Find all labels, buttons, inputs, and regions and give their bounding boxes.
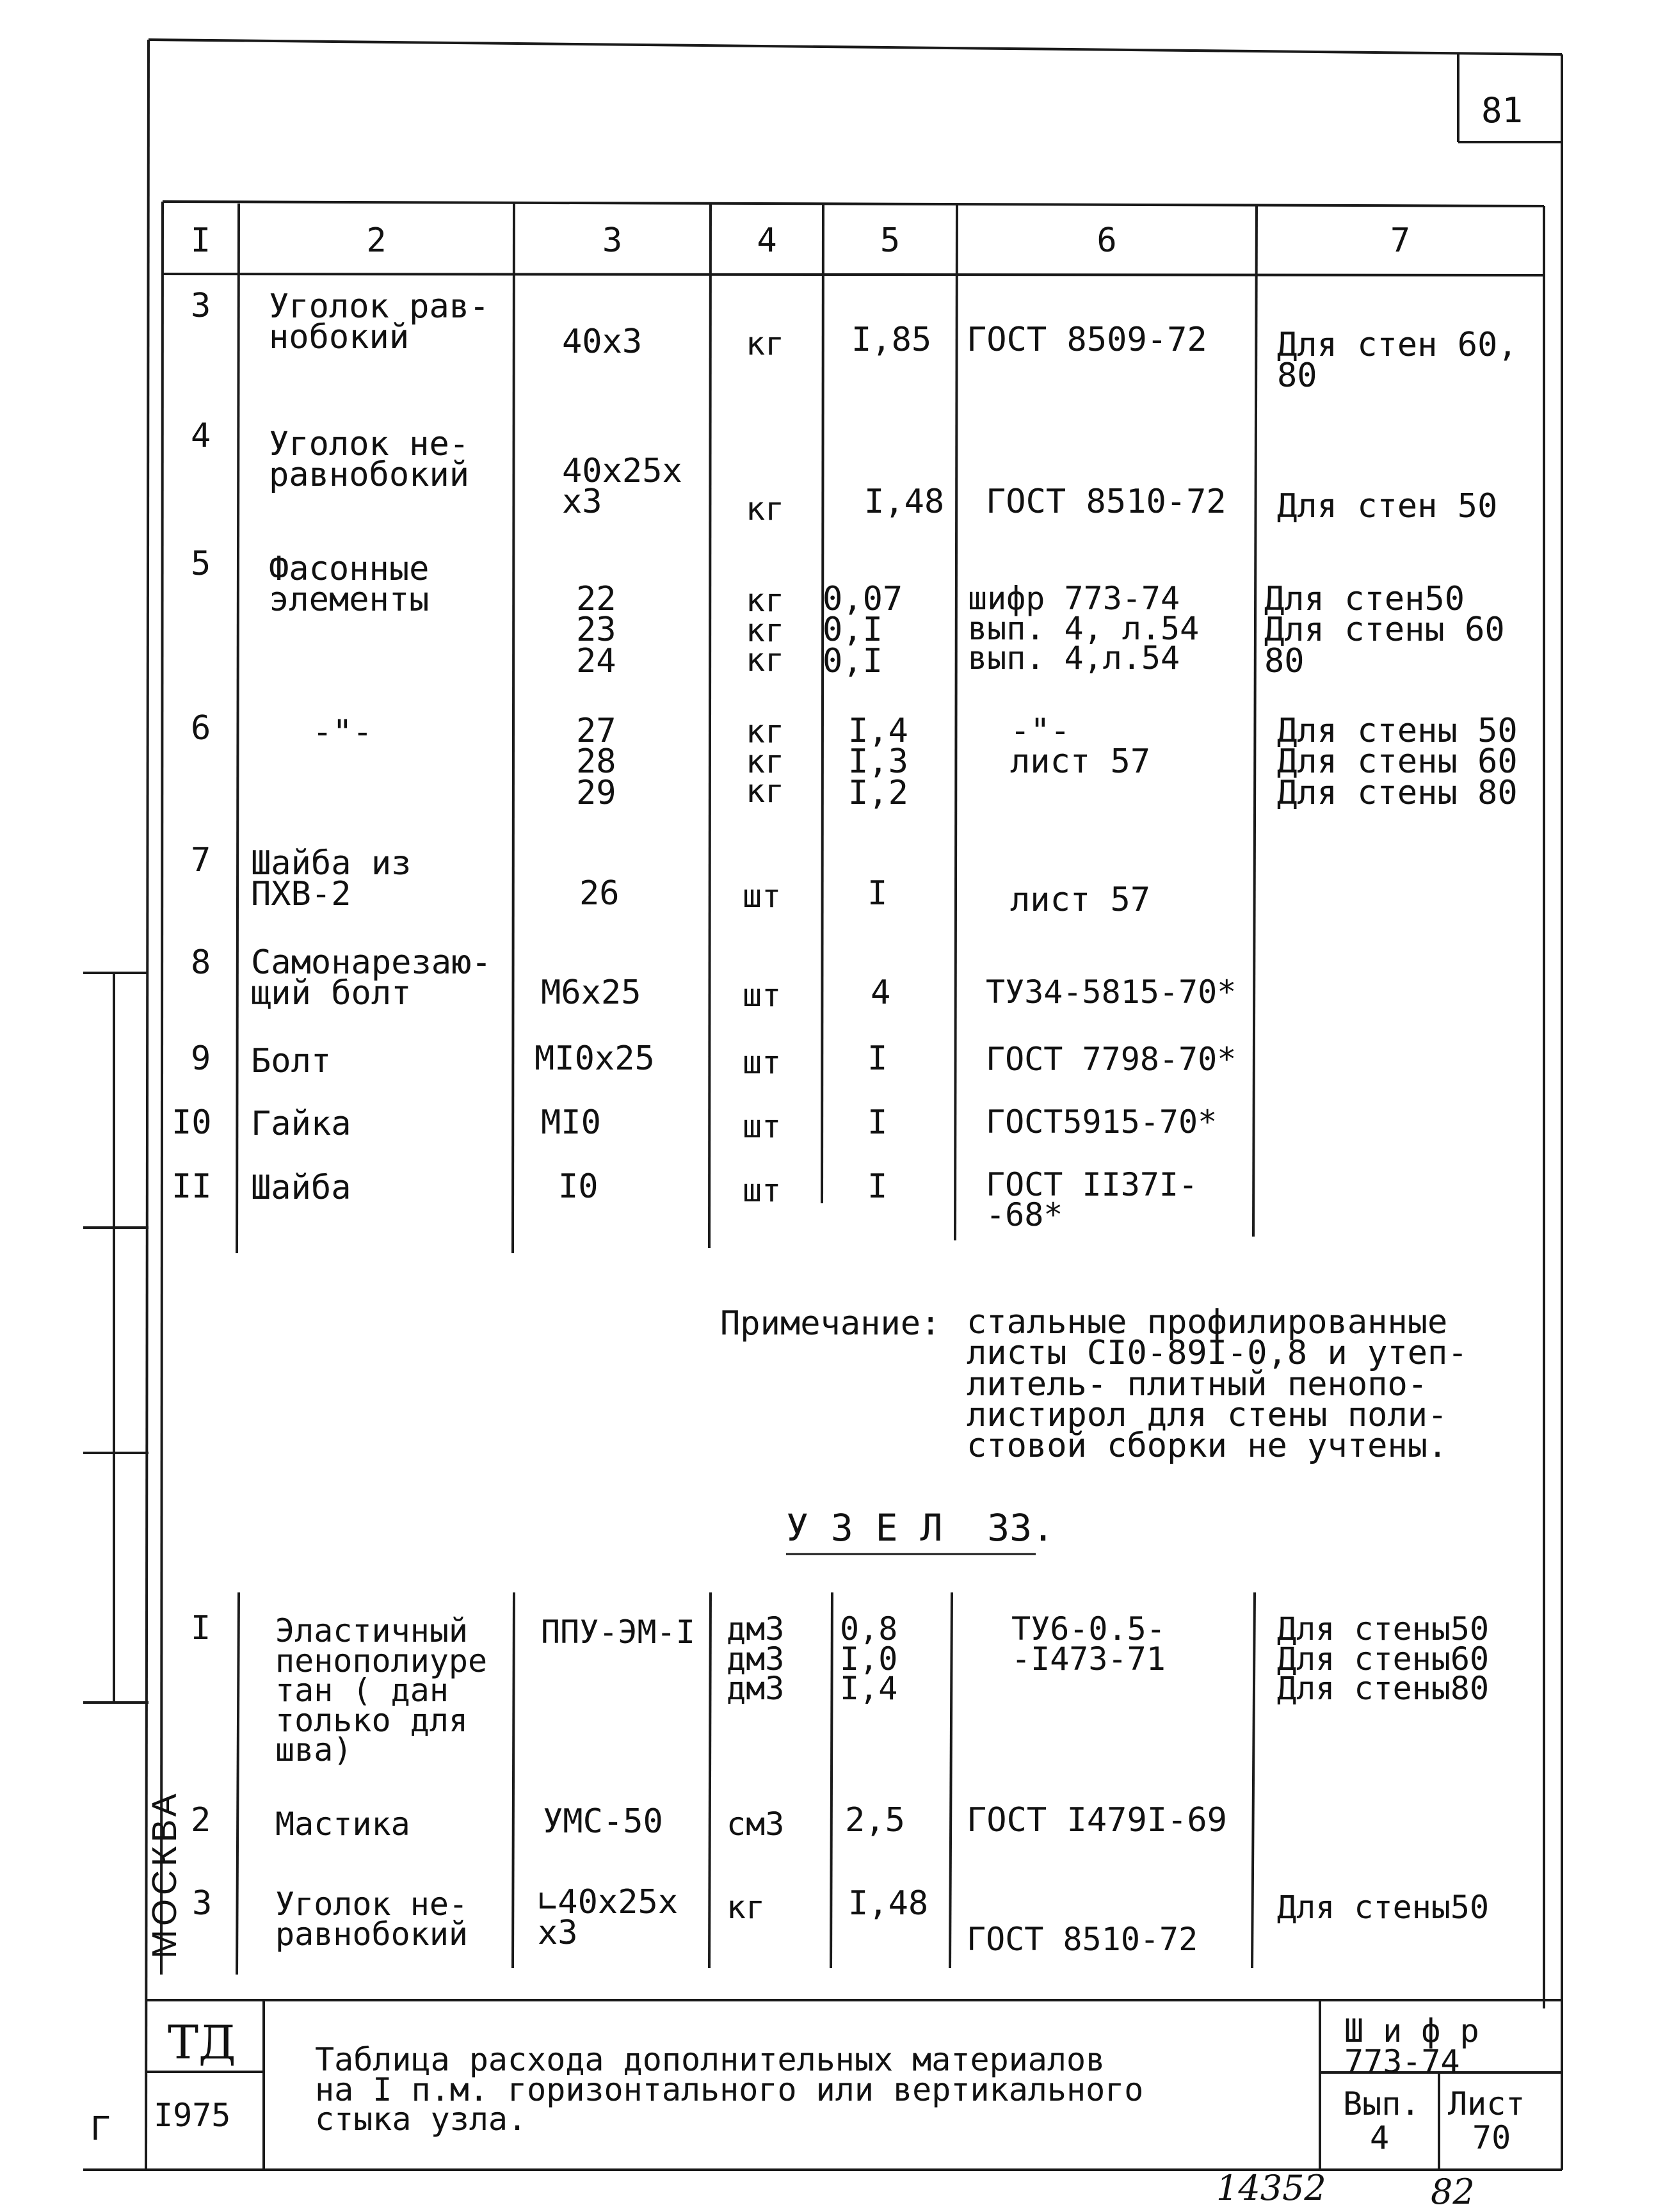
table-row-name: Шайба bbox=[251, 1169, 351, 1207]
table-row-qty: I,4 I,3 I,2 bbox=[848, 712, 908, 812]
table-row-unit: дм3 дм3 дм3 bbox=[727, 1610, 785, 1707]
table-row-doc: ГОСТ 7798-70* bbox=[986, 1041, 1237, 1078]
table-row-unit: шт bbox=[743, 878, 782, 915]
table-row-num: 8 bbox=[191, 943, 211, 982]
table-row-size: 27 28 29 bbox=[576, 712, 616, 812]
table-row-unit: кг bbox=[746, 490, 785, 527]
table-row-doc: шифр 773-74 вып. 4, л.54 вып. 4,л.54 bbox=[968, 580, 1200, 677]
table-row-name: Самонарезаю- щий болт bbox=[251, 943, 492, 1013]
handwritten-inventory-number: 14352 bbox=[1216, 2168, 1326, 2208]
table-row-name: Уголок не- равнобокий bbox=[269, 425, 470, 495]
table-row-size: 40x3 bbox=[562, 323, 643, 361]
note-text: стальные профилированные листы СI0-89I-0,8 и утеп- литель- плитный пенопо- листирол для стены поли- стовой сборки не учтены. bbox=[967, 1303, 1468, 1466]
table-row-unit: шт bbox=[743, 1172, 782, 1209]
table-row-qty: 4 bbox=[871, 974, 891, 1012]
table-row-size: МI0x25 bbox=[535, 1039, 655, 1078]
table-row-note: Для стен50 Для стены 60 80 bbox=[1264, 580, 1505, 680]
column-header-5: 5 bbox=[880, 221, 901, 260]
organization-mark: ТД bbox=[168, 2016, 236, 2069]
table-row-qty: I bbox=[867, 1103, 888, 1142]
table-row-doc: ГОСТ 8510-72 bbox=[967, 1921, 1198, 1958]
table-row-note: Для стены 50 Для стены 60 Для стены 80 bbox=[1277, 712, 1518, 812]
table-row-size: М6x25 bbox=[541, 974, 641, 1012]
table-row-size: ППУ-ЭМ-I bbox=[541, 1614, 695, 1651]
table-row-doc: ГОСТ 8509-72 bbox=[967, 321, 1207, 359]
table-row-name: Уголок не- равнобокий bbox=[275, 1886, 469, 1953]
city-stamp: МОСКВА bbox=[145, 1790, 184, 1959]
table-row-note: Для стены50 Для стены60 Для стены80 bbox=[1277, 1610, 1490, 1707]
table-row-name: Фасонные элементы bbox=[269, 550, 430, 620]
table-row-size: МI0 bbox=[541, 1103, 601, 1142]
page-number: 81 bbox=[1481, 90, 1523, 131]
table-row-unit: шт bbox=[743, 1044, 782, 1081]
issue-value: 4 bbox=[1370, 2119, 1390, 2156]
table-row-doc: ТУ6-0.5- -I473-71 bbox=[1011, 1610, 1166, 1678]
table-row-size: 26 bbox=[579, 874, 620, 913]
table-row-num: I bbox=[191, 1609, 211, 1647]
table-row-num: 4 bbox=[191, 417, 211, 455]
table-row-unit: кг bbox=[746, 325, 785, 362]
column-header-6: 6 bbox=[1097, 221, 1117, 260]
issue-label: Вып. bbox=[1343, 2085, 1420, 2122]
table-row-name: Эластичный пенополиуре тан ( дан только для шва) bbox=[275, 1612, 488, 1768]
table-row-qty: I,85 bbox=[851, 321, 932, 359]
table-row-doc: ГОСТ 8510-72 bbox=[986, 483, 1226, 521]
table-row-qty: I bbox=[867, 1039, 888, 1078]
table-row-unit: кг кг кг bbox=[746, 713, 785, 810]
table-row-num: 6 bbox=[191, 709, 211, 748]
column-header-1: I bbox=[190, 221, 211, 260]
column-header-2: 2 bbox=[366, 221, 387, 260]
table-row-num: II bbox=[172, 1167, 212, 1206]
table-row-qty: I bbox=[867, 1167, 888, 1206]
table-row-size: УМС-50 bbox=[543, 1802, 663, 1841]
table-row-doc: ТУ34-5815-70* bbox=[986, 974, 1237, 1011]
table-row-name: Мастика bbox=[275, 1806, 410, 1843]
table-row-note: Для стены50 bbox=[1277, 1889, 1490, 1926]
table-row-size: I0 bbox=[558, 1167, 599, 1206]
table-row-size: ∟40x25x x3 bbox=[538, 1883, 679, 1953]
table-row-doc: -"- лист 57 bbox=[1010, 712, 1151, 781]
table-row-name: -"- bbox=[312, 713, 373, 751]
table-row-doc: лист 57 bbox=[1010, 881, 1151, 919]
table-row-qty: I,48 bbox=[864, 483, 945, 521]
table-row-qty: 0,07 0,I 0,I bbox=[823, 580, 903, 680]
table-row-unit: шт bbox=[743, 1108, 782, 1145]
table-row-note: Для стен 50 bbox=[1277, 487, 1498, 525]
drawing-description: Таблица расхода дополнительных материалов на I п.м. горизонтального или вертикального стыка узла. bbox=[315, 2041, 1144, 2138]
table-row-unit: шт bbox=[743, 977, 782, 1014]
table-row-qty: 2,5 bbox=[845, 1801, 905, 1839]
table-row-doc: ГОСТ5915-70* bbox=[986, 1103, 1218, 1141]
table-row-num: 9 bbox=[191, 1039, 211, 1078]
table-row-doc: ГОСТ I479I-69 bbox=[967, 1801, 1227, 1839]
table-row-unit: кг bbox=[727, 1889, 766, 1926]
table-row-qty: I bbox=[867, 874, 888, 913]
year-label: I975 bbox=[154, 2097, 231, 2134]
table-row-num: 3 bbox=[192, 1884, 213, 1923]
column-header-4: 4 bbox=[757, 221, 777, 260]
code-label: Ш и ф р bbox=[1344, 2012, 1479, 2049]
sheet-value: 70 bbox=[1472, 2119, 1511, 2156]
table-row-name: Болт bbox=[251, 1042, 332, 1080]
table-row-unit: см3 bbox=[727, 1806, 785, 1843]
table-row-qty: 0,8 I,0 I,4 bbox=[840, 1610, 898, 1707]
table-row-doc: ГОСТ II37I- -68* bbox=[986, 1166, 1198, 1233]
margin-letter: Г bbox=[91, 2109, 110, 2147]
note-label: Примечание: bbox=[720, 1304, 941, 1343]
section-title: У З Е Л 33. bbox=[786, 1506, 1055, 1550]
table-row-qty: I,48 bbox=[848, 1884, 929, 1923]
sheet-label: Лист bbox=[1448, 2085, 1525, 2122]
table-row-num: 2 bbox=[191, 1801, 211, 1839]
table-row-num: 5 bbox=[191, 545, 211, 583]
table-row-num: I0 bbox=[172, 1103, 212, 1142]
column-header-7: 7 bbox=[1390, 221, 1411, 260]
table-row-num: 3 bbox=[191, 287, 211, 325]
table-row-name: Шайба из ПХВ-2 bbox=[251, 844, 412, 914]
table-row-note: Для стен 60, 80 bbox=[1277, 326, 1518, 396]
table-row-size: 22 23 24 bbox=[576, 580, 616, 680]
table-row-num: 7 bbox=[191, 841, 211, 879]
code-value: 773-74 bbox=[1344, 2043, 1460, 2080]
table-row-name: Уголок рав- нобокий bbox=[269, 287, 490, 357]
table-row-name: Гайка bbox=[251, 1105, 351, 1143]
column-header-3: 3 bbox=[602, 221, 623, 260]
table-row-unit: кг кг кг bbox=[746, 582, 785, 678]
table-row-size: 40x25x x3 bbox=[562, 452, 682, 522]
handwritten-page-number: 82 bbox=[1431, 2172, 1475, 2212]
